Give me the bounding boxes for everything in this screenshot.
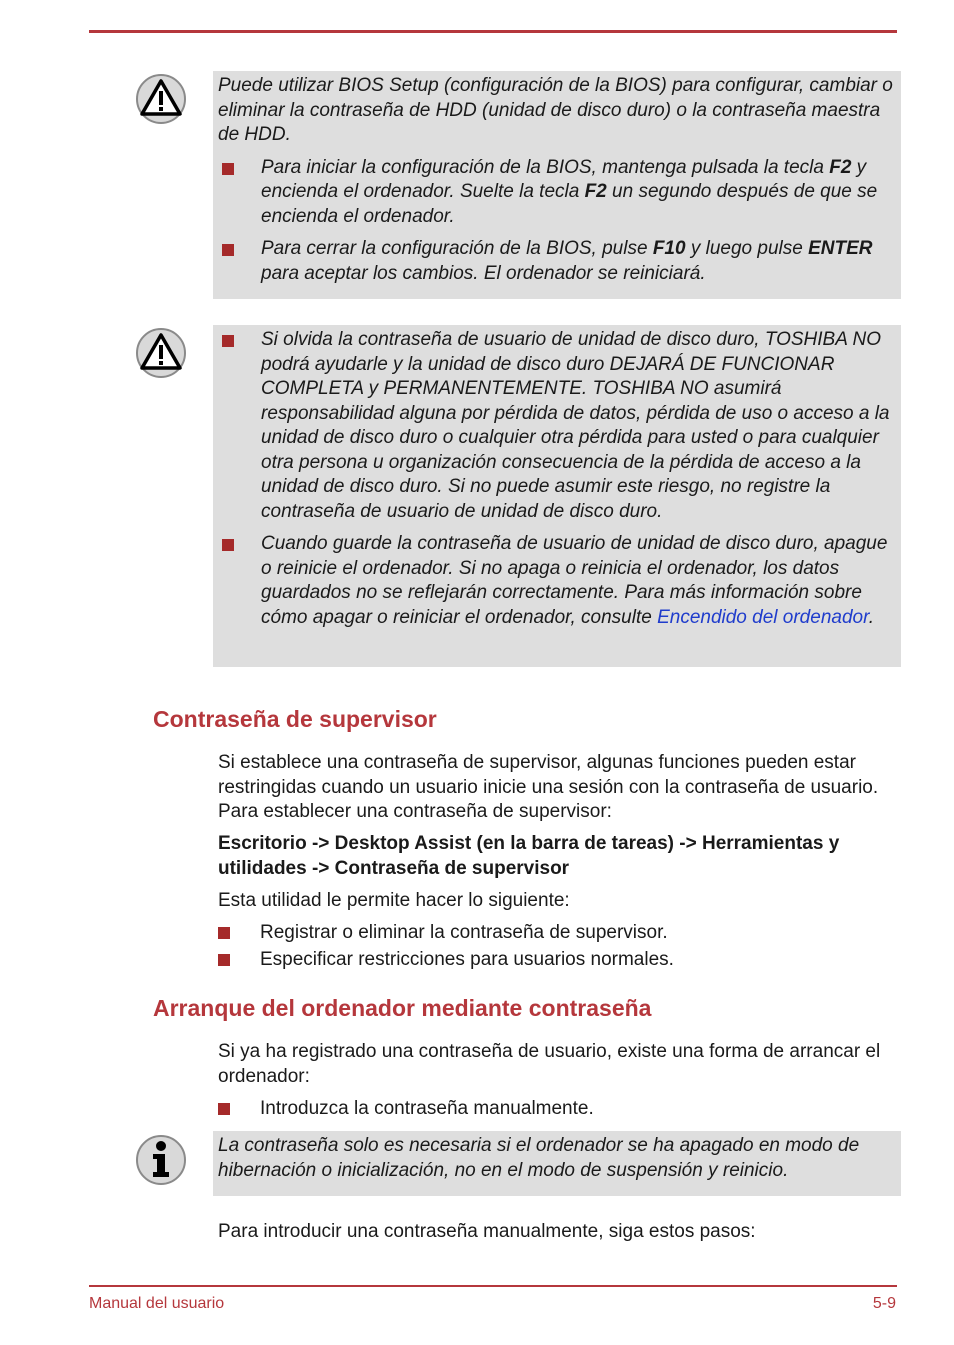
menu-path: Escritorio -> Desktop Assist (en la barra de tareas) -> Herramientas y utilidades -> Contraseña de supervisor bbox=[218, 833, 840, 879]
bullet-icon bbox=[222, 163, 234, 175]
section-heading-arranque: Arranque del ordenador mediante contraseña bbox=[153, 995, 652, 1021]
list-item: Para iniciar la configuración de la BIOS, mantenga pulsada la tecla F2 y encienda el ordenador. Suelte la tecla F2 un segundo después de que se encienda el ordenador. bbox=[218, 156, 895, 230]
list-item: Introduzca la contraseña manualmente. bbox=[218, 1097, 898, 1122]
list-item: Especificar restricciones para usuarios normales. bbox=[218, 948, 898, 973]
section-paragraph: Si establece una contraseña de supervisor, algunas funciones pueden estar restringidas cuando un usuario inicie una sesión con la contraseña de usuario. Para establecer una contraseña de supervisor: bbox=[218, 752, 879, 822]
page-number: 5-9 bbox=[872, 1295, 896, 1312]
section-paragraph: Para introducir una contraseña manualmente, siga estos pasos: bbox=[218, 1221, 756, 1242]
info-note bbox=[213, 1131, 901, 1196]
bullet-icon bbox=[218, 927, 230, 939]
header-rule bbox=[89, 30, 897, 33]
bullet-icon bbox=[222, 244, 234, 256]
warning-icon bbox=[135, 327, 187, 379]
bullet-icon bbox=[218, 1103, 230, 1115]
warning-note-bios bbox=[213, 71, 901, 299]
info-icon bbox=[135, 1134, 187, 1186]
warning-icon bbox=[135, 73, 187, 125]
supervisor-list bbox=[218, 921, 898, 975]
footer-title: Manual del usuario bbox=[89, 1295, 225, 1312]
list-item: Registrar o eliminar la contraseña de supervisor. bbox=[218, 921, 898, 946]
list-item: Si olvida la contraseña de usuario de unidad de disco duro, TOSHIBA NO podrá ayudarle y la unidad de disco duro DEJARÁ DE FUNCIONAR COMPLETA y PERMANENTEMENTE. TOSHIBA NO asumirá responsabilidad alguna por pérdida de datos, pérdida de uso o acceso a la unidad de disco duro o cualquier otra pérdida para usted o para cualquier otra persona u organización consecuencia de la pérdida de acceso a la unidad de disco duro. Si no puede asumir este riesgo, no registre la contraseña de usuario de unidad de disco duro. bbox=[218, 328, 895, 524]
bullet-icon bbox=[222, 539, 234, 551]
note-intro: Puede utilizar BIOS Setup (configuración de la BIOS) para configurar, cambiar o eliminar la contraseña de HDD (unidad de disco duro) o la contraseña maestra de HDD. bbox=[218, 75, 893, 145]
list-item: Cuando guarde la contraseña de usuario de unidad de disco duro, apague o reinicie el ordenador. Si no apaga o reinicia el ordenador, los datos guardados no se reflejarán correctamente. Para más información sobre cómo apagar o reiniciar el ordenador, consulte Encendido del ordenador. bbox=[218, 532, 895, 630]
info-note-text: La contraseña solo es necesaria si el ordenador se ha apagado en modo de hibernación o inicialización, no en el modo de suspensión y reinicio. bbox=[218, 1135, 860, 1181]
arranque-list bbox=[218, 1097, 898, 1124]
section-paragraph: Si ya ha registrado una contraseña de usuario, existe una forma de arrancar el ordenador: bbox=[218, 1041, 881, 1087]
link-encendido[interactable]: Encendido del ordenador bbox=[657, 606, 869, 628]
warning-note-hdd bbox=[213, 325, 901, 667]
footer-rule bbox=[89, 1285, 897, 1287]
section-paragraph: Esta utilidad le permite hacer lo siguiente: bbox=[218, 890, 570, 911]
list-item: Para cerrar la configuración de la BIOS, pulse F10 y luego pulse ENTER para aceptar los cambios. El ordenador se reiniciará. bbox=[218, 237, 895, 286]
bullet-icon bbox=[218, 954, 230, 966]
section-heading-supervisor: Contraseña de supervisor bbox=[153, 706, 437, 732]
bullet-icon bbox=[222, 335, 234, 347]
